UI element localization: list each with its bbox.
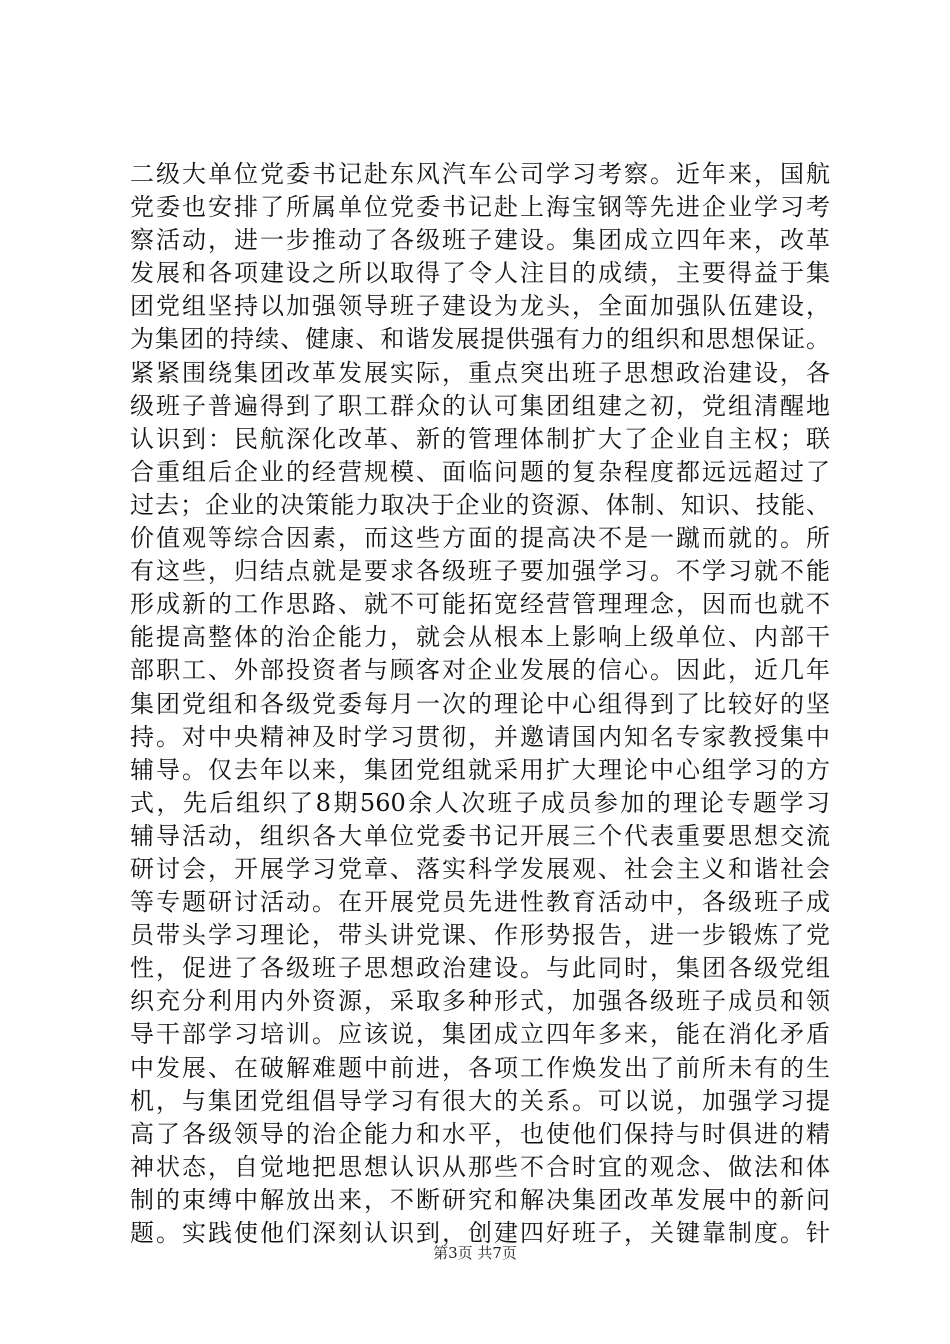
text-line: 织充分利用内外资源，采取多种形式，加强各级班子成员和领 (130, 987, 830, 1016)
text-line: 辅导活动，组织各大单位党委书记开展三个代表重要思想交流 (130, 821, 830, 850)
text-line: 机，与集团党组倡导学习有很大的关系。可以说，加强学习提 (130, 1086, 830, 1115)
text-line: 形成新的工作思路、就不可能拓宽经营管理理念，因而也就不 (130, 590, 830, 619)
text-line: 有这些，归结点就是要求各级班子要加强学习。不学习就不能 (130, 557, 830, 586)
text-line: 发展和各项建设之所以取得了令人注目的成绩，主要得益于集 (130, 259, 830, 288)
text-line: 等专题研讨活动。在开展党员先进性教育活动中，各级班子成 (130, 888, 830, 917)
text-line: 过去；企业的决策能力取决于企业的资源、体制、知识、技能、 (130, 490, 830, 519)
text-line: 为集团的持续、健康、和谐发展提供强有力的组织和思想保证。 (130, 325, 830, 354)
text-line: 价值观等综合因素，而这些方面的提高决不是一蹴而就的。所 (130, 524, 830, 553)
text-line: 党委也安排了所属单位党委书记赴上海宝钢等先进企业学习考 (130, 193, 830, 222)
text-line: 合重组后企业的经营规模、面临问题的复杂程度都远远超过了 (130, 457, 830, 486)
page-footer (0, 1243, 950, 1263)
text-line: 辅导。仅去年以来，集团党组就采用扩大理论中心组学习的方 (130, 755, 830, 784)
page-number-label: 第3页 共7页 (433, 1244, 517, 1262)
text-line: 制的束缚中解放出来，不断研究和解决集团改革发展中的新问 (130, 1185, 830, 1214)
text-line: 二级大单位党委书记赴东风汽车公司学习考察。近年来，国航 (130, 160, 830, 188)
text-line: 员带头学习理论，带头讲党课、作形势报告，进一步锻炼了党 (130, 921, 830, 950)
text-line: 察活动，进一步推动了各级班子建设。集团成立四年来，改革 (130, 226, 830, 255)
text-line: 神状态，自觉地把思想认识从那些不合时宜的观念、做法和体 (130, 1152, 830, 1181)
text-line: 持。对中央精神及时学习贯彻，并邀请国内知名专家教授集中 (130, 722, 830, 751)
text-line: 部职工、外部投资者与顾客对企业发展的信心。因此，近几年 (130, 656, 830, 685)
text-line: 题。实践使他们深刻认识到，创建四好班子，关键靠制度。针 (130, 1219, 830, 1247)
body-text (130, 158, 830, 1250)
text-line: 式，先后组织了8期560余人次班子成员参加的理论专题学习 (130, 788, 830, 817)
text-line: 团党组坚持以加强领导班子建设为龙头，全面加强队伍建设， (130, 292, 830, 321)
text-line: 能提高整体的治企能力，就会从根本上影响上级单位、内部干 (130, 623, 830, 652)
text-line: 中发展、在破解难题中前进，各项工作焕发出了前所未有的生 (130, 1053, 830, 1082)
text-line: 认识到：民航深化改革、新的管理体制扩大了企业自主权；联 (130, 424, 830, 453)
text-line: 导干部学习培训。应该说，集团成立四年多来，能在消化矛盾 (130, 1020, 830, 1049)
text-line: 集团党组和各级党委每月一次的理论中心组得到了比较好的坚 (130, 689, 830, 718)
text-line: 紧紧围绕集团改革发展实际，重点突出班子思想政治建设，各 (130, 358, 830, 387)
text-line: 研讨会，开展学习党章、落实科学发展观、社会主义和谐社会 (130, 854, 830, 883)
text-line: 高了各级领导的治企能力和水平，也使他们保持与时俱进的精 (130, 1119, 830, 1148)
text-line: 级班子普遍得到了职工群众的认可集团组建之初，党组清醒地 (130, 391, 830, 420)
text-line: 性，促进了各级班子思想政治建设。与此同时，集团各级党组 (130, 954, 830, 983)
